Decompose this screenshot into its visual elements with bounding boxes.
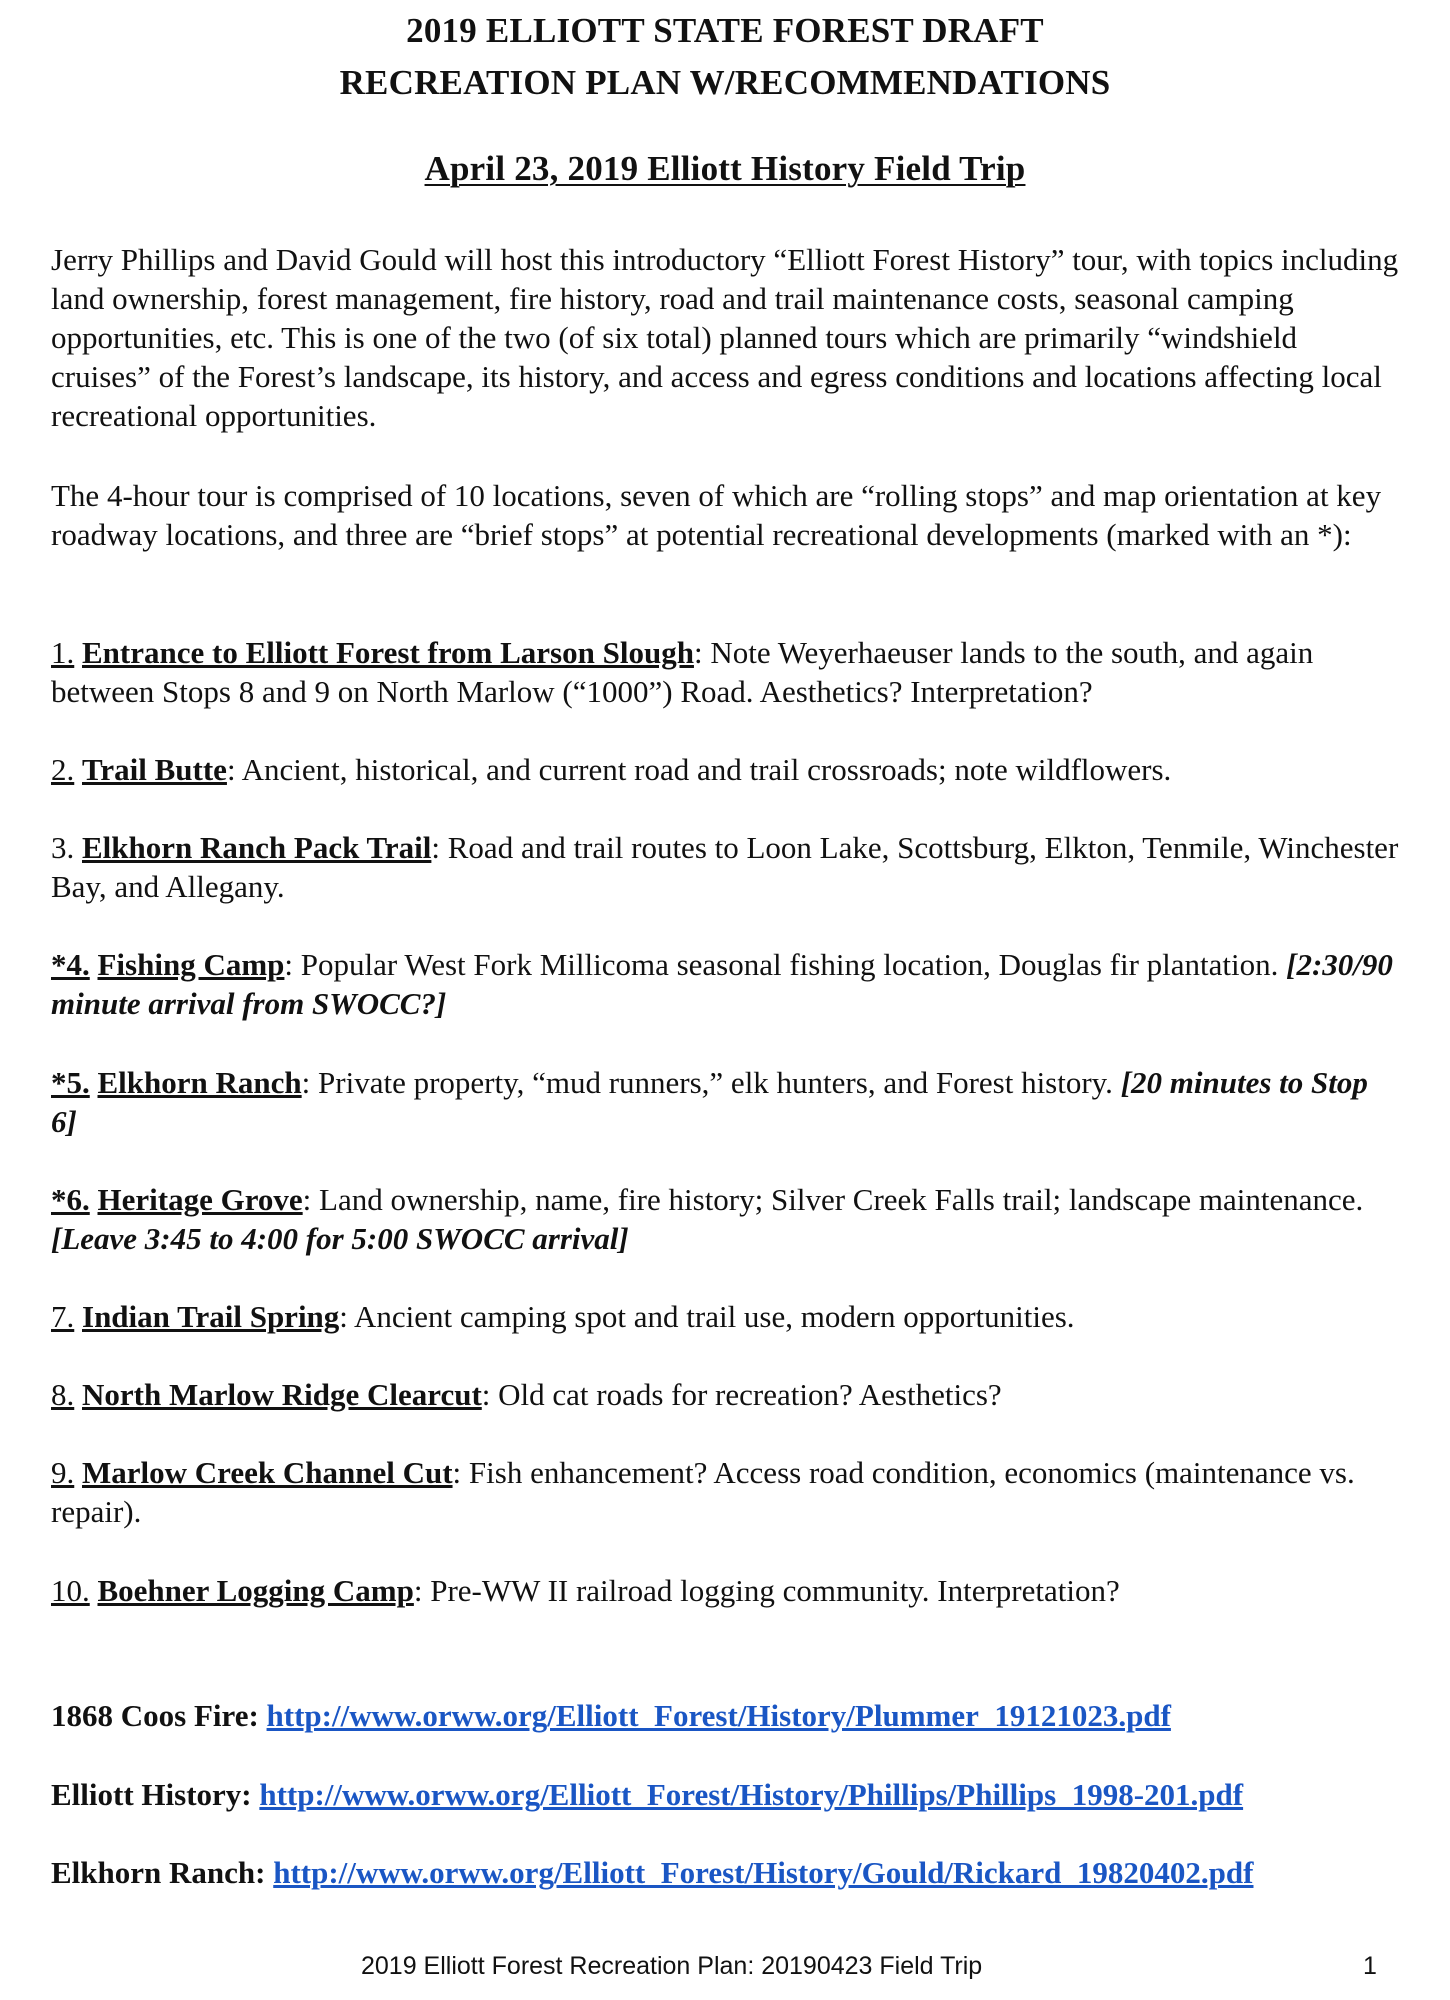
stop-name: North Marlow Ridge Clearcut <box>82 1377 482 1412</box>
stop-number: 10. <box>51 1573 90 1608</box>
stop-description: : Ancient camping spot and trail use, modern opportunities. <box>339 1299 1075 1334</box>
stop-number: *5. <box>51 1065 90 1100</box>
document-title-line-2: RECREATION PLAN W/RECOMMENDATIONS <box>339 63 1111 102</box>
document-subtitle: April 23, 2019 Elliott History Field Trip <box>424 149 1026 188</box>
stop-description: : Road and trail routes to Loon Lake, Scottsburg, Elkton, Tenmile, Winchester Bay, and Allegany. <box>51 830 1399 904</box>
reference-link[interactable]: http://www.orww.org/Elliott_Forest/History/Phillips/Phillips_1998-201.pdf <box>259 1777 1244 1812</box>
stop-time-note: [Leave 3:45 to 4:00 for 5:00 SWOCC arrival] <box>51 1221 629 1256</box>
stop-name: Marlow Creek Channel Cut <box>82 1455 453 1490</box>
stop-name: Elkhorn Ranch <box>97 1065 302 1100</box>
stop-name: Entrance to Elliott Forest from Larson Slough <box>82 635 694 670</box>
stop-time-note: [2:30/90 minute arrival from SWOCC?] <box>51 947 1393 1021</box>
footer-text: 2019 Elliott Forest Recreation Plan: 20190423 Field Trip <box>361 1952 983 1980</box>
stop-description: : Pre-WW II railroad logging community. Interpretation? <box>413 1573 1120 1608</box>
stop-number: 8. <box>51 1377 75 1412</box>
stop-name: Fishing Camp <box>97 947 285 982</box>
reference-row <box>51 1853 1431 1892</box>
stop-number: 9. <box>51 1455 75 1490</box>
stop-description: : Private property, “mud runners,” elk hunters, and Forest history. <box>301 1065 1121 1100</box>
stop-time-note: [20 minutes to Stop 6] <box>51 1065 1368 1139</box>
stop-number: *4. <box>51 947 90 982</box>
reference-link[interactable]: http://www.orww.org/Elliott_Forest/History/Gould/Rickard_19820402.pdf <box>273 1855 1254 1890</box>
stop-item <box>51 1180 1401 1258</box>
stop-number: 2. <box>51 752 75 787</box>
stop-item <box>51 750 1401 789</box>
stop-item <box>51 1453 1401 1531</box>
stop-item <box>51 828 1401 906</box>
stop-description: : Popular West Fork Millicoma seasonal fishing location, Douglas fir plantation. <box>284 947 1287 982</box>
stop-name: Indian Trail Spring <box>82 1299 340 1334</box>
stop-item <box>51 1297 1401 1336</box>
reference-row <box>51 1775 1431 1814</box>
stop-item <box>51 1571 1401 1610</box>
stop-name: Trail Butte <box>82 752 227 787</box>
page-footer <box>0 1948 1450 1988</box>
stop-description: : Ancient, historical, and current road and trail crossroads; note wildflowers. <box>226 752 1172 787</box>
stop-description: : Fish enhancement? Access road condition, economics (maintenance vs. repair). <box>51 1455 1355 1529</box>
page-number: 1 <box>1363 1952 1377 1980</box>
stop-item <box>51 1375 1401 1414</box>
stop-name: Boehner Logging Camp <box>97 1573 414 1608</box>
reference-label: Elkhorn Ranch: <box>51 1855 274 1890</box>
stop-item <box>51 633 1401 711</box>
intro-paragraph-1: Jerry Phillips and David Gould will host this introductory “Elliott Forest History” tour, with topics including land ownership, forest management, fire history, road and trail maintenance costs, seasonal camping opportunities, etc. This is one of the two (of six total) planned tours which are primarily “windshield cruises” of the Forest’s landscape, its history, and access and egress conditions and locations affecting local recreational opportunities. <box>51 242 1399 433</box>
stop-number: *6. <box>51 1182 90 1217</box>
reference-link[interactable]: http://www.orww.org/Elliott_Forest/History/Plummer_19121023.pdf <box>266 1698 1171 1733</box>
stop-description: : Land ownership, name, fire history; Silver Creek Falls trail; landscape maintenance. <box>302 1182 1364 1217</box>
stop-name: Heritage Grove <box>97 1182 303 1217</box>
document-title-line-1: 2019 ELLIOTT STATE FOREST DRAFT <box>406 11 1044 50</box>
reference-label: Elliott History: <box>51 1777 260 1812</box>
stop-name: Elkhorn Ranch Pack Trail <box>82 830 432 865</box>
stop-number: 1. <box>51 635 75 670</box>
reference-row <box>51 1696 1431 1735</box>
stop-item <box>51 1063 1401 1141</box>
stop-item <box>51 945 1401 1023</box>
intro-paragraph-2: The 4-hour tour is comprised of 10 locations, seven of which are “rolling stops” and map orientation at key roadway locations, and three are “brief stops” at potential recreational developments (marked with an *): <box>51 478 1382 552</box>
stop-description: : Old cat roads for recreation? Aesthetics? <box>481 1377 1002 1412</box>
reference-label: 1868 Coos Fire: <box>51 1698 267 1733</box>
stop-number: 7. <box>51 1299 75 1334</box>
stop-description: : Note Weyerhaeuser lands to the south, and again between Stops 8 and 9 on North Marlow (“1000”) Road. Aesthetics? Interpretation? <box>51 635 1314 709</box>
stop-number: 3. <box>51 830 75 865</box>
